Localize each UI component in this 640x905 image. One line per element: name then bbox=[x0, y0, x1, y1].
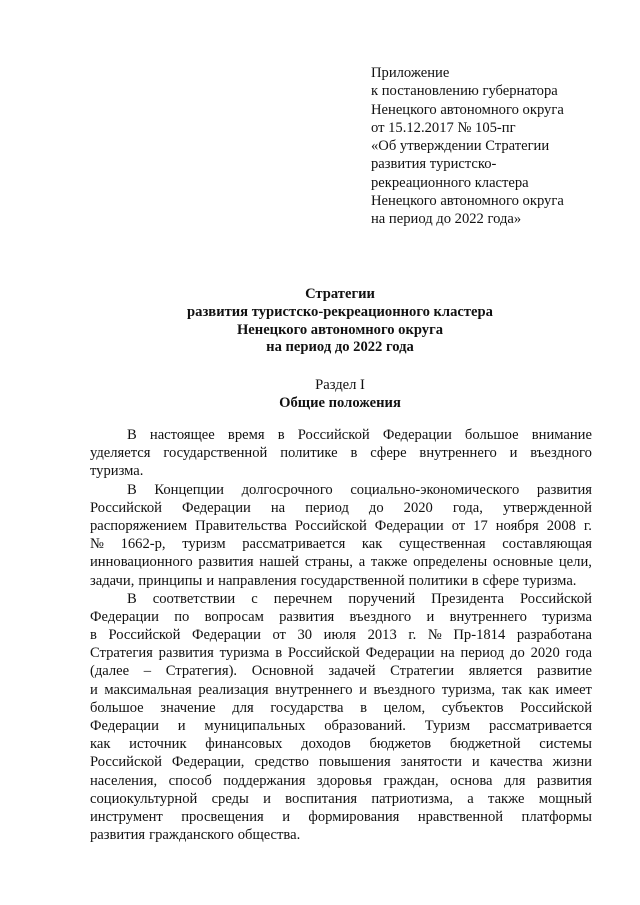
title-line: Ненецкого автономного округа bbox=[236, 321, 444, 338]
paragraph-line: как источник финансовых доходов бюджетов бюджетной системы bbox=[90, 736, 592, 753]
paragraph-line: В Концепции долгосрочного социально-экономического развития bbox=[127, 481, 592, 498]
paragraph-line: В настоящее время в Российской Федерации большое внимание bbox=[127, 427, 592, 443]
title-line: Стратегии bbox=[305, 286, 375, 302]
document-title bbox=[90, 286, 590, 357]
paragraph-line: задачи, принципы и направления государственной политики в сфере туризма. bbox=[90, 572, 577, 589]
paragraph-line: Стратегия развития туризма в Российской Федерации на период до 2020 года bbox=[90, 645, 592, 662]
paragraph-line: распоряжением Правительства Российской Федерации от 17 ноября 2008 г. bbox=[90, 517, 592, 534]
paragraph-line: Российской Федерации на период до 2020 года, утвержденной bbox=[90, 499, 592, 516]
paragraph-line: Федерации и муниципальных образований. Туризм рассматривается bbox=[90, 718, 592, 734]
section-header bbox=[90, 376, 590, 412]
paragraph-line: (далее – Стратегия). Основной задачей Стратегии является развитие bbox=[90, 663, 592, 680]
paragraph-line: населения, способ поддержания здоровья граждан, основа для развития bbox=[90, 772, 592, 789]
appendix-line: на период до 2022 года» bbox=[371, 211, 522, 228]
title-line: развития туристско-рекреационного кластера bbox=[187, 303, 493, 320]
appendix-line: Ненецкого автономного округа bbox=[371, 193, 564, 210]
paragraph bbox=[90, 481, 592, 590]
section-heading: Общие положения bbox=[279, 395, 401, 411]
paragraph-line: инновационного развития нашей страны, а также определены основные цели, bbox=[90, 554, 592, 571]
appendix-note bbox=[371, 64, 621, 229]
appendix-line: «Об утверждении Стратегии bbox=[371, 138, 550, 155]
paragraph-line: развития гражданского общества. bbox=[90, 827, 301, 844]
paragraph-line: уделяется государственной политике в сфере внутреннего и въездного bbox=[90, 445, 592, 462]
section-number: Раздел I bbox=[315, 377, 365, 393]
appendix-line: рекреационного кластера bbox=[371, 174, 529, 191]
paragraph bbox=[90, 426, 592, 481]
paragraph bbox=[90, 590, 592, 845]
paragraph-line: Федерации по вопросам развития въездного и внутреннего туризма bbox=[90, 608, 592, 625]
paragraph-line: инструмент просвещения и формирования нравственной платформы bbox=[90, 808, 592, 825]
body-text bbox=[90, 426, 592, 844]
appendix-line: развития туристско- bbox=[371, 156, 497, 173]
appendix-line: от 15.12.2017 № 105-пг bbox=[371, 119, 516, 136]
appendix-line: к постановлению губернатора bbox=[371, 83, 558, 100]
appendix-line: Приложение bbox=[371, 65, 450, 81]
paragraph-line: и максимальная реализация внутреннего и въездного туризма, так как имеет bbox=[90, 681, 592, 698]
paragraph-line: № 1662-р, туризм рассматривается как существенная составляющая bbox=[90, 536, 592, 553]
appendix-line: Ненецкого автономного округа bbox=[371, 101, 564, 118]
paragraph-line: большое значение для государства в целом, субъектов Российской bbox=[90, 699, 592, 716]
paragraph-line: туризма. bbox=[90, 463, 144, 480]
paragraph-line: социокультурной среды и воспитания патриотизма, а также мощный bbox=[90, 790, 592, 807]
paragraph-line: в Российской Федерации от 30 июля 2013 г. № Пр-1814 разработана bbox=[90, 627, 592, 644]
paragraph-line: В соответствии с перечнем поручений Президента Российской bbox=[127, 590, 592, 607]
title-line: на период до 2022 года bbox=[266, 339, 414, 356]
paragraph-line: Российской Федерации, средство повышения занятости и качества жизни bbox=[90, 754, 592, 771]
